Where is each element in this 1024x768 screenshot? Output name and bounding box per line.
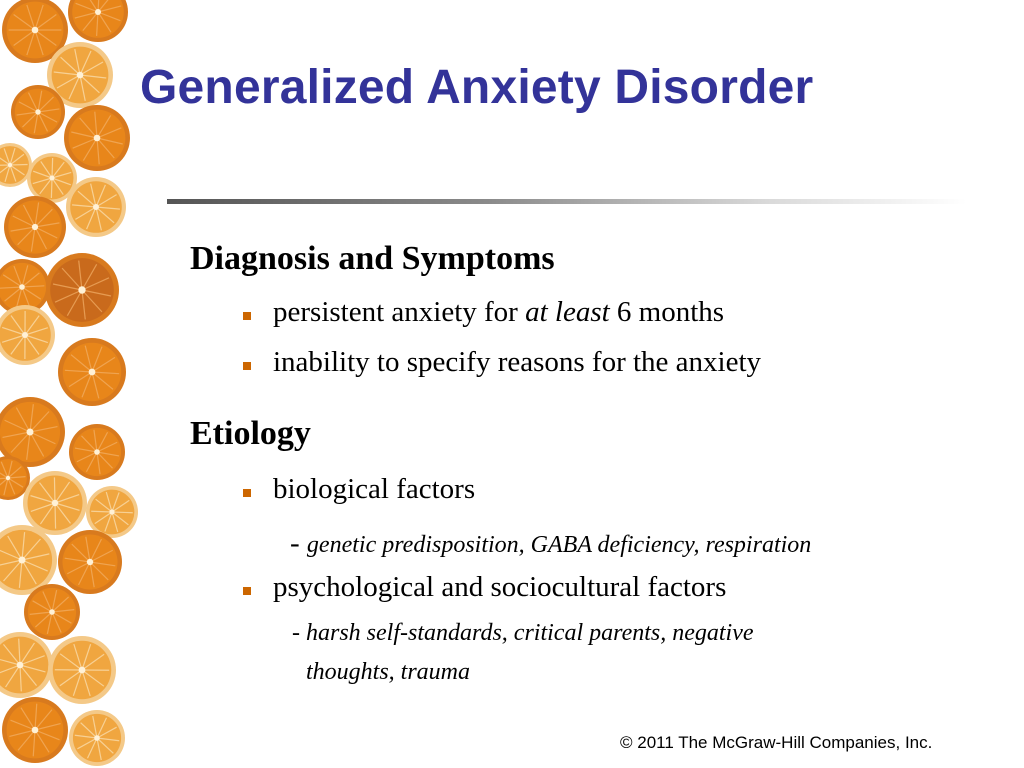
orange-slice-icon (11, 85, 65, 139)
orange-slice-icon (66, 177, 126, 237)
section-heading-etiology: Etiology (190, 415, 311, 452)
orange-slice-icon (68, 0, 128, 42)
bullet-square-icon (243, 362, 251, 370)
copyright-footer: © 2011 The McGraw-Hill Companies, Inc. (620, 733, 933, 752)
orange-slice-icon (0, 305, 55, 365)
bullet-text: psychological and sociocultural factors (273, 571, 727, 603)
orange-slice-icon (69, 710, 125, 766)
detail-psychological-line1: - harsh self-standards, critical parents, negative (292, 620, 754, 646)
detail-psychological-line2: thoughts, trauma (306, 659, 471, 685)
bullet-text: inability to specify reasons for the anxiety (273, 346, 762, 378)
orange-slice-icon (69, 424, 125, 480)
bullet-square-icon (243, 312, 251, 320)
orange-slice-icon (23, 471, 87, 535)
orange-slice-icon (86, 486, 138, 538)
slide-title: Generalized Anxiety Disorder (140, 61, 814, 114)
bullet-square-icon (243, 587, 251, 595)
title-divider (167, 199, 967, 204)
orange-slice-icon (0, 632, 53, 698)
orange-slice-icon (64, 105, 130, 171)
orange-slice-icon (58, 338, 126, 406)
bullet-text: biological factors (273, 473, 476, 505)
orange-slices-decoration (0, 0, 170, 768)
orange-slice-icon (2, 697, 68, 763)
orange-slice-icon (58, 530, 122, 594)
section-heading-diagnosis: Diagnosis and Symptoms (190, 240, 555, 277)
bullet-text: persistent anxiety for at least 6 months (273, 296, 725, 328)
bullet-square-icon (243, 489, 251, 497)
orange-slice-icon (4, 196, 66, 258)
orange-slice-icon (24, 584, 80, 640)
orange-slice-icon (45, 253, 119, 327)
detail-biological: - genetic predisposition, GABA deficiency, respiration (290, 527, 812, 559)
orange-slice-icon (48, 636, 116, 704)
